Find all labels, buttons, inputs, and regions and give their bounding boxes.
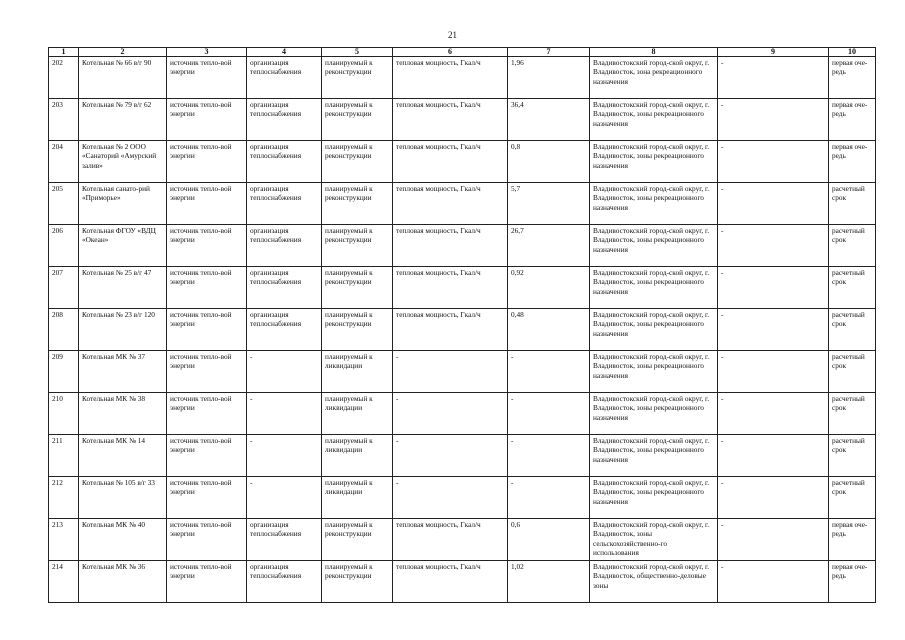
implementation-period: расчетный срок <box>829 351 876 393</box>
object-name: Котельная № 2 ООО «Санаторий «Амурский залив» <box>79 141 167 183</box>
implementation-period: первая оче-редь <box>829 519 876 561</box>
object-purpose: организация теплоснабжения <box>247 183 322 225</box>
characteristic-name: - <box>393 351 508 393</box>
table-row <box>49 141 876 183</box>
column-header: 10 <box>829 48 876 57</box>
object-name: Котельная МК № 36 <box>79 561 167 603</box>
row-number: 214 <box>49 561 79 603</box>
object-location: Владивостокский город-ской округ, г. Владивосток, общественно-деловые зоны <box>590 561 718 603</box>
object-name: Котельная № 66 в/г 90 <box>79 57 167 99</box>
object-location: Владивостокский город-ской округ, г. Владивосток, зоны рекреационного назначения <box>590 183 718 225</box>
characteristic-name: тепловая мощность, Гкал/ч <box>393 57 508 99</box>
object-location: Владивостокский город-ской округ, г. Владивосток, зоны рекреационного назначения <box>590 267 718 309</box>
characteristic-value: - <box>508 435 590 477</box>
characteristic-value: 26,7 <box>508 225 590 267</box>
object-name: Котельная № 79 в/г 62 <box>79 99 167 141</box>
object-location: Владивостокский город-ской округ, г. Владивосток, зоны рекреационного назначения <box>590 141 718 183</box>
object-name: Котельная ФГОУ «ВДЦ «Океан» <box>79 225 167 267</box>
table-row <box>49 519 876 561</box>
object-type: источник тепло-вой энергии <box>167 351 247 393</box>
table-row <box>49 309 876 351</box>
characteristic-value: - <box>508 477 590 519</box>
object-location: Владивостокский город-ской округ, г. Владивосток, зона рекреационного назначения <box>590 57 718 99</box>
object-type: источник тепло-вой энергии <box>167 477 247 519</box>
object-status: планируемый к реконструкции <box>322 309 393 351</box>
characteristic-value: 5,7 <box>508 183 590 225</box>
page-number: 21 <box>448 30 457 40</box>
column-9-value: - <box>718 225 829 267</box>
object-type: источник тепло-вой энергии <box>167 393 247 435</box>
row-number: 209 <box>49 351 79 393</box>
objects-table <box>48 47 876 603</box>
column-9-value: - <box>718 267 829 309</box>
column-header: 1 <box>49 48 79 57</box>
characteristic-name: тепловая мощность, Гкал/ч <box>393 309 508 351</box>
object-name: Котельная № 105 в/г 33 <box>79 477 167 519</box>
row-number: 204 <box>49 141 79 183</box>
object-type: источник тепло-вой энергии <box>167 225 247 267</box>
characteristic-name: - <box>393 393 508 435</box>
column-header: 7 <box>508 48 590 57</box>
characteristic-value: 0,48 <box>508 309 590 351</box>
column-header: 4 <box>247 48 322 57</box>
column-9-value: - <box>718 351 829 393</box>
object-name: Котельная санато-рий «Приморье» <box>79 183 167 225</box>
object-status: планируемый к ликвидации <box>322 477 393 519</box>
row-number: 202 <box>49 57 79 99</box>
object-status: планируемый к реконструкции <box>322 57 393 99</box>
column-9-value: - <box>718 183 829 225</box>
object-purpose: организация теплоснабжения <box>247 99 322 141</box>
row-number: 210 <box>49 393 79 435</box>
implementation-period: первая оче-редь <box>829 99 876 141</box>
object-purpose: организация теплоснабжения <box>247 309 322 351</box>
row-number: 211 <box>49 435 79 477</box>
characteristic-name: тепловая мощность, Гкал/ч <box>393 519 508 561</box>
object-purpose: - <box>247 351 322 393</box>
row-number: 213 <box>49 519 79 561</box>
object-status: планируемый к реконструкции <box>322 225 393 267</box>
object-status: планируемый к реконструкции <box>322 183 393 225</box>
characteristic-name: тепловая мощность, Гкал/ч <box>393 267 508 309</box>
column-9-value: - <box>718 561 829 603</box>
object-status: планируемый к реконструкции <box>322 561 393 603</box>
implementation-period: расчетный срок <box>829 477 876 519</box>
column-header: 3 <box>167 48 247 57</box>
object-type: источник тепло-вой энергии <box>167 435 247 477</box>
object-location: Владивостокский город-ской округ, г. Владивосток, зоны рекреационного назначения <box>590 393 718 435</box>
column-9-value: - <box>718 393 829 435</box>
object-type: источник тепло-вой энергии <box>167 99 247 141</box>
characteristic-value: 0,92 <box>508 267 590 309</box>
object-type: источник тепло-вой энергии <box>167 267 247 309</box>
object-location: Владивостокский город-ской округ, г. Владивосток, зоны рекреационного назначения <box>590 309 718 351</box>
implementation-period: расчетный срок <box>829 267 876 309</box>
implementation-period: расчетный срок <box>829 183 876 225</box>
characteristic-name: тепловая мощность, Гкал/ч <box>393 141 508 183</box>
object-location: Владивостокский город-ской округ, г. Владивосток, зоны сельскохозяйственно-го использования <box>590 519 718 561</box>
header-row <box>49 48 876 57</box>
implementation-period: расчетный срок <box>829 225 876 267</box>
object-status: планируемый к реконструкции <box>322 267 393 309</box>
object-type: источник тепло-вой энергии <box>167 57 247 99</box>
implementation-period: первая оче-редь <box>829 57 876 99</box>
characteristic-value: - <box>508 351 590 393</box>
characteristic-name: тепловая мощность, Гкал/ч <box>393 225 508 267</box>
object-purpose: - <box>247 393 322 435</box>
row-number: 203 <box>49 99 79 141</box>
characteristic-name: - <box>393 477 508 519</box>
row-number: 206 <box>49 225 79 267</box>
object-purpose: организация теплоснабжения <box>247 141 322 183</box>
table-row <box>49 561 876 603</box>
characteristic-name: тепловая мощность, Гкал/ч <box>393 561 508 603</box>
object-location: Владивостокский город-ской округ, г. Владивосток, зоны рекреационного назначения <box>590 99 718 141</box>
characteristic-value: 0,6 <box>508 519 590 561</box>
object-type: источник тепло-вой энергии <box>167 309 247 351</box>
object-purpose: - <box>247 435 322 477</box>
object-purpose: организация теплоснабжения <box>247 225 322 267</box>
object-purpose: организация теплоснабжения <box>247 519 322 561</box>
column-9-value: - <box>718 477 829 519</box>
column-header: 5 <box>322 48 393 57</box>
table-row <box>49 183 876 225</box>
object-purpose: организация теплоснабжения <box>247 561 322 603</box>
object-name: Котельная МК № 37 <box>79 351 167 393</box>
implementation-period: первая оче-редь <box>829 141 876 183</box>
object-location: Владивостокский город-ской округ, г. Владивосток, зоны рекреационного назначения <box>590 351 718 393</box>
implementation-period: расчетный срок <box>829 309 876 351</box>
row-number: 207 <box>49 267 79 309</box>
table-row <box>49 267 876 309</box>
object-type: источник тепло-вой энергии <box>167 561 247 603</box>
column-9-value: - <box>718 57 829 99</box>
column-9-value: - <box>718 435 829 477</box>
implementation-period: расчетный срок <box>829 393 876 435</box>
column-9-value: - <box>718 309 829 351</box>
characteristic-value: 1,96 <box>508 57 590 99</box>
object-location: Владивостокский город-ской округ, г. Владивосток, зоны рекреационного назначения <box>590 435 718 477</box>
characteristic-value: - <box>508 393 590 435</box>
column-9-value: - <box>718 141 829 183</box>
object-name: Котельная МК № 38 <box>79 393 167 435</box>
object-status: планируемый к реконструкции <box>322 519 393 561</box>
object-status: планируемый к ликвидации <box>322 393 393 435</box>
characteristic-name: тепловая мощность, Гкал/ч <box>393 99 508 141</box>
characteristic-value: 0,8 <box>508 141 590 183</box>
object-status: планируемый к ликвидации <box>322 435 393 477</box>
object-name: Котельная № 23 в/г 120 <box>79 309 167 351</box>
table-row <box>49 225 876 267</box>
object-type: источник тепло-вой энергии <box>167 519 247 561</box>
object-purpose: организация теплоснабжения <box>247 57 322 99</box>
row-number: 212 <box>49 477 79 519</box>
object-location: Владивостокский город-ской округ, г. Владивосток, зоны рекреационного назначения <box>590 225 718 267</box>
object-location: Владивостокский город-ской округ, г. Владивосток, зоны рекреационного назначения <box>590 477 718 519</box>
object-status: планируемый к реконструкции <box>322 99 393 141</box>
column-header: 8 <box>590 48 718 57</box>
implementation-period: первая оче-редь <box>829 561 876 603</box>
implementation-period: расчетный срок <box>829 435 876 477</box>
object-name: Котельная № 25 в/г 47 <box>79 267 167 309</box>
table-row <box>49 57 876 99</box>
table-row <box>49 477 876 519</box>
column-header: 2 <box>79 48 167 57</box>
column-9-value: - <box>718 99 829 141</box>
object-purpose: организация теплоснабжения <box>247 267 322 309</box>
table-row <box>49 435 876 477</box>
object-type: источник тепло-вой энергии <box>167 183 247 225</box>
object-name: Котельная МК № 14 <box>79 435 167 477</box>
object-status: планируемый к ликвидации <box>322 351 393 393</box>
row-number: 208 <box>49 309 79 351</box>
object-purpose: - <box>247 477 322 519</box>
characteristic-value: 36,4 <box>508 99 590 141</box>
column-header: 9 <box>718 48 829 57</box>
table-row <box>49 351 876 393</box>
row-number: 205 <box>49 183 79 225</box>
table-row <box>49 99 876 141</box>
object-type: источник тепло-вой энергии <box>167 141 247 183</box>
object-status: планируемый к реконструкции <box>322 141 393 183</box>
characteristic-name: - <box>393 435 508 477</box>
table-row <box>49 393 876 435</box>
characteristic-value: 1,02 <box>508 561 590 603</box>
column-header: 6 <box>393 48 508 57</box>
characteristic-name: тепловая мощность, Гкал/ч <box>393 183 508 225</box>
column-9-value: - <box>718 519 829 561</box>
object-name: Котельная МК № 40 <box>79 519 167 561</box>
